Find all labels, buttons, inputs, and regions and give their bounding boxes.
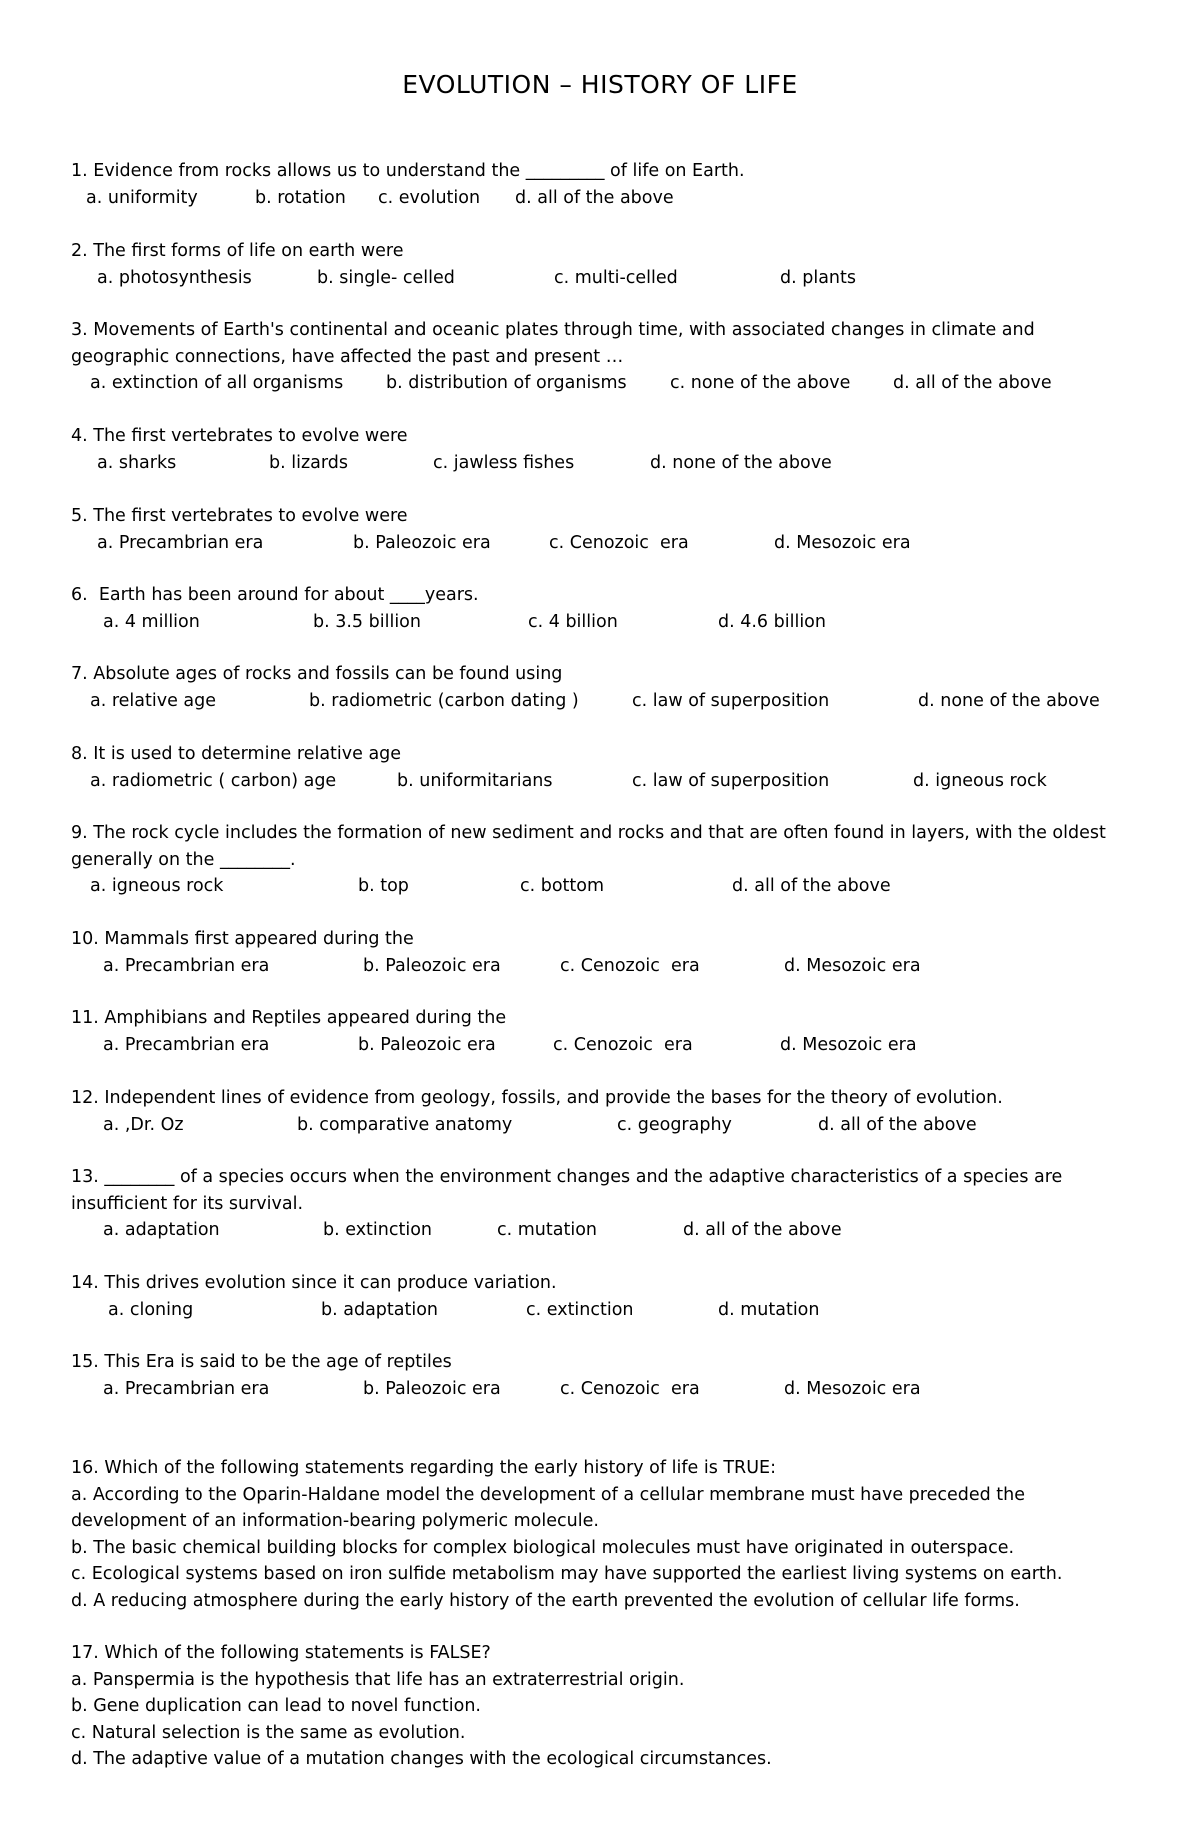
answer-option[interactable]: c. mutation xyxy=(497,1220,597,1240)
question-text: 15. This Era is said to be the age of reptiles xyxy=(71,1352,452,1372)
answer-option[interactable]: c. multi-celled xyxy=(554,267,678,288)
question-text: 7. Absolute ages of rocks and fossils can be found using xyxy=(71,664,563,684)
answer-option[interactable]: d. The adaptive value of a mutation changes with the ecological circumstances. xyxy=(71,1749,772,1769)
answer-option[interactable]: b. comparative anatomy xyxy=(297,1114,513,1135)
answer-option[interactable]: a. Panspermia is the hypothesis that life has an extraterrestrial origin. xyxy=(71,1669,685,1690)
answer-option[interactable]: b. Paleozoic era xyxy=(363,1378,501,1399)
answer-option[interactable]: b. 3.5 billion xyxy=(313,611,421,632)
question-text: 14. This drives evolution since it can produce variation. xyxy=(71,1273,557,1293)
answer-option[interactable]: d. all of the above xyxy=(683,1220,842,1240)
question-text: 6. Earth has been around for about ____years. xyxy=(71,585,479,605)
page-title: EVOLUTION – HISTORY OF LIFE xyxy=(402,70,798,99)
answer-option[interactable]: a. 4 million xyxy=(103,611,200,632)
question-text: 1. Evidence from rocks allows us to understand the _________ of life on Earth. xyxy=(71,161,745,181)
answer-option[interactable]: c. none of the above xyxy=(670,373,851,393)
answer-option[interactable]: c. law of superposition xyxy=(632,770,830,791)
answer-option[interactable]: a. Precambrian era xyxy=(103,1034,270,1055)
answer-option[interactable]: a. Precambrian era xyxy=(103,1378,270,1399)
question-text: 3. Movements of Earth's continental and oceanic plates through time, with associated changes in climate and xyxy=(71,320,1035,340)
answer-option[interactable]: c. bottom xyxy=(520,876,605,896)
answer-option[interactable]: c. evolution xyxy=(378,187,481,208)
answer-option[interactable]: c. Ecological systems based on iron sulfide metabolism may have supported the earliest living systems on earth. xyxy=(71,1564,1063,1584)
answer-option[interactable]: a. relative age xyxy=(90,690,217,711)
answer-option[interactable]: b. Gene duplication can lead to novel function. xyxy=(71,1696,481,1716)
answer-option[interactable]: b. extinction xyxy=(323,1220,433,1240)
question-text: 12. Independent lines of evidence from geology, fossils, and provide the bases for the theory of evolution. xyxy=(71,1088,1003,1108)
question-text: 17. Which of the following statements is FALSE? xyxy=(71,1643,491,1663)
answer-option[interactable]: d. mutation xyxy=(718,1299,820,1320)
answer-option[interactable]: d. Mesozoic era xyxy=(780,1034,917,1055)
answer-option[interactable]: c. geography xyxy=(617,1114,732,1135)
answer-option[interactable]: b. Paleozoic era xyxy=(353,532,491,553)
answer-option[interactable]: b. uniformitarians xyxy=(397,770,553,791)
answer-option[interactable]: d. A reducing atmosphere during the early history of the earth prevented the evolution of cellular life forms. xyxy=(71,1590,1020,1611)
question-text: insufficient for its survival. xyxy=(71,1193,304,1214)
question-text: 5. The first vertebrates to evolve were xyxy=(71,506,408,526)
answer-option[interactable]: a. Precambrian era xyxy=(103,955,270,976)
answer-option[interactable]: c. Cenozoic era xyxy=(560,955,700,976)
answer-option[interactable]: a. radiometric ( carbon) age xyxy=(90,770,337,791)
answer-option[interactable]: c. Cenozoic era xyxy=(560,1378,700,1399)
answer-option[interactable]: b. The basic chemical building blocks for complex biological molecules must have originated in outerspace. xyxy=(71,1537,1015,1558)
answer-option[interactable]: d. plants xyxy=(780,267,856,288)
question-text: 2. The first forms of life on earth were xyxy=(71,241,404,261)
answer-option[interactable]: d. none of the above xyxy=(918,690,1100,711)
answer-option[interactable]: d. all of the above xyxy=(893,373,1052,393)
answer-option[interactable]: a. sharks xyxy=(97,452,177,473)
question-text: 11. Amphibians and Reptiles appeared during the xyxy=(71,1008,507,1028)
answer-option[interactable]: b. radiometric (carbon dating ) xyxy=(309,690,579,711)
answer-option[interactable]: c. jawless fishes xyxy=(433,452,575,473)
answer-option[interactable]: c. Cenozoic era xyxy=(553,1034,693,1055)
answer-option[interactable]: d. Mesozoic era xyxy=(784,1378,921,1399)
answer-option[interactable]: b. lizards xyxy=(269,452,348,473)
answer-option[interactable]: a. photosynthesis xyxy=(97,267,252,288)
answer-option[interactable]: b. top xyxy=(358,876,409,896)
answer-option[interactable]: d. 4.6 billion xyxy=(718,611,826,632)
answer-option[interactable]: c. 4 billion xyxy=(528,611,618,632)
question-text: 10. Mammals first appeared during the xyxy=(71,929,414,949)
question-text: generally on the ________. xyxy=(71,849,296,870)
question-text: 4. The first vertebrates to evolve were xyxy=(71,426,408,446)
answer-option[interactable]: c. Natural selection is the same as evolution. xyxy=(71,1722,466,1743)
answer-option[interactable]: d. all of the above xyxy=(732,876,891,896)
answer-option[interactable]: b. rotation xyxy=(255,187,346,208)
answer-option[interactable]: a. cloning xyxy=(108,1299,194,1320)
answer-option[interactable]: b. single- celled xyxy=(317,267,455,288)
answer-option[interactable]: b. Paleozoic era xyxy=(363,955,501,976)
answer-option[interactable]: d. Mesozoic era xyxy=(774,532,911,553)
question-text: development of an information-bearing polymeric molecule. xyxy=(71,1511,599,1531)
answer-option[interactable]: d. Mesozoic era xyxy=(784,955,921,976)
answer-option[interactable]: a. extinction of all organisms xyxy=(90,373,344,393)
answer-option[interactable]: b. distribution of organisms xyxy=(386,373,627,393)
answer-option[interactable]: d. igneous rock xyxy=(913,770,1047,791)
answer-option[interactable]: b. adaptation xyxy=(321,1299,439,1320)
answer-option[interactable]: a. adaptation xyxy=(103,1220,220,1240)
answer-option[interactable]: a. According to the Oparin-Haldane model the development of a cellular membrane must have preceded the xyxy=(71,1484,1025,1505)
question-text: 9. The rock cycle includes the formation of new sediment and rocks and that are often found in layers, with the oldest xyxy=(71,823,1106,843)
question-text: 13. ________ of a species occurs when the environment changes and the adaptive characteristics of a species are xyxy=(71,1167,1063,1187)
answer-option[interactable]: a. uniformity xyxy=(86,187,198,208)
answer-option[interactable]: c. Cenozoic era xyxy=(549,532,689,553)
answer-option[interactable]: b. Paleozoic era xyxy=(358,1034,496,1055)
question-text: geographic connections, have affected the past and present … xyxy=(71,346,624,367)
answer-option[interactable]: c. extinction xyxy=(526,1299,634,1320)
answer-option[interactable]: a. ,Dr. Oz xyxy=(103,1114,184,1135)
answer-option[interactable]: c. law of superposition xyxy=(632,690,830,711)
question-text: 16. Which of the following statements regarding the early history of life is TRUE: xyxy=(71,1458,776,1478)
answer-option[interactable]: d. none of the above xyxy=(650,452,832,473)
answer-option[interactable]: d. all of the above xyxy=(515,187,674,208)
question-text: 8. It is used to determine relative age xyxy=(71,744,402,764)
answer-option[interactable]: a. Precambrian era xyxy=(97,532,264,553)
answer-option[interactable]: a. igneous rock xyxy=(90,876,224,896)
answer-option[interactable]: d. all of the above xyxy=(818,1114,977,1135)
